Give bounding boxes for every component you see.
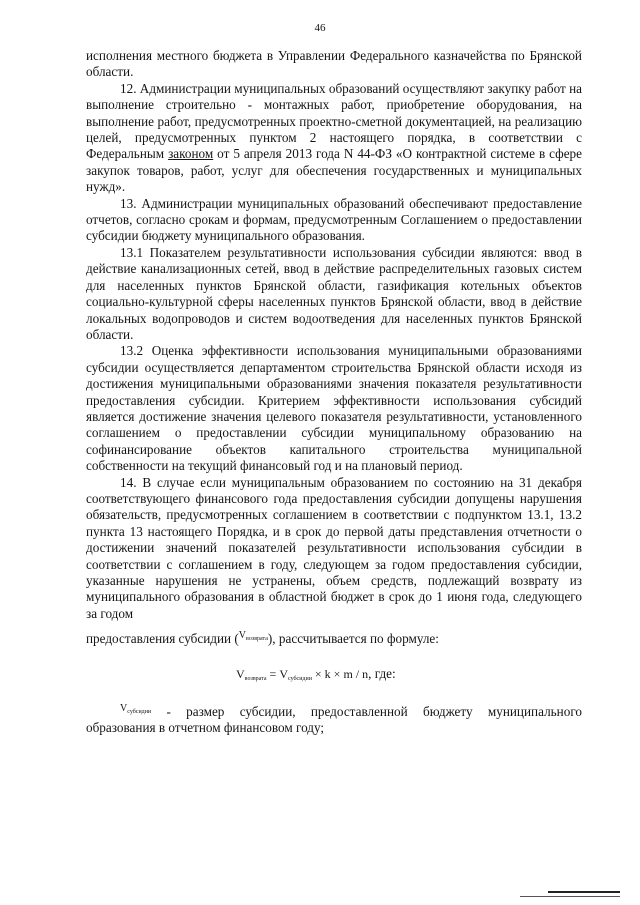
- definition-v-subsidy: [86, 701, 582, 737]
- paragraph-14-ending-after: ), рассчитывается по формуле:: [267, 631, 439, 647]
- law-link[interactable]: законом: [168, 146, 214, 162]
- paragraph-continuation: исполнения местного бюджета в Управлении Федерального казначейства по Брянской области.: [86, 48, 582, 80]
- document-body: [86, 48, 582, 737]
- paragraph-14-ending: [86, 628, 582, 647]
- definition-v-letter: V: [120, 703, 128, 715]
- definition-v-subscript: субсидии: [127, 709, 152, 716]
- formula-v-subsidy: [279, 667, 312, 681]
- definition-text: - размер субсидии, предоставленной бюджету муниципального образования в отчетном финансовом году;: [86, 704, 582, 736]
- paragraph-12: [86, 81, 582, 196]
- return-formula: [86, 666, 582, 687]
- formula-v-subsidy-subscript: субсидии: [288, 675, 312, 682]
- v-return-inline-subscript: возврата: [246, 636, 268, 643]
- paragraph-13-1: 13.1 Показателем результативности использования субсидии являются: ввод в действие канализационных сетей, ввод в действие распределительных газовых систем для населенных пунктов Брянской области, газификация котельных объектов социально-культурной сферы населенных пунктов Брянской области, ввод в действие локальных водопроводов и систем водоотведения для населенных пунктов Брянской области.: [86, 244, 582, 342]
- paragraph-13: 13. Администрации муниципальных образований обеспечивают предоставление отчетов, согласно срокам и формам, предусмотренным Соглашением о предоставлении субсидии бюджету муниципального образования.: [86, 195, 582, 244]
- paragraph-12-text-after: от 5 апреля 2013 года N 44-ФЗ «О контрактной системе в сфере закупок товаров, работ, услуг для обеспечения государственных и муниципальных нужд».: [86, 146, 582, 195]
- page-number: 46: [314, 22, 326, 34]
- formula-expression: × k × m / n: [311, 666, 369, 681]
- footer-rule-thin: [520, 896, 620, 897]
- formula-v-return-subscript: возврата: [244, 675, 267, 682]
- v-return-inline-letter: V: [238, 630, 247, 642]
- paragraph-14-ending-before: предоставления субсидии (: [86, 631, 239, 647]
- formula-v-subsidy-letter: V: [279, 666, 288, 681]
- v-return-inline-symbol: [239, 630, 268, 641]
- formula-v-letter: V: [236, 666, 245, 681]
- paragraph-14: 14. В случае если муниципальным образованием по состоянию на 31 декабря соответствующего финансового года предоставления субсидии допущены нарушения обязательств, предусмотренных соглашением в соответствии с подпунктом 13.1, 13.2 пункта 13 настоящего Порядка, и в срок до первой даты представления отчетности о достижении значений показателей результативности использования субсидии в соответствии с соглашением в году, следующем за годом предоставления субсидии, указанные нарушения не устранены, объем средств, подлежащий возврату из муниципального образования в областной бюджет в срок до 1 июня года, следующего за годом: [86, 474, 582, 621]
- definition-v-symbol: [120, 703, 151, 714]
- formula-equals: =: [266, 666, 280, 681]
- paragraph-13-2: 13.2 Оценка эффективности использования муниципальными образованиями субсидии осуществляется департаментом строительства Брянской области исходя из достижения муниципальными образованиями значения показателя результативности предоставления субсидии. Критерием эффективности использования субсидий является достижение значения целевого показателя результативности, установленного соглашением о предоставлении субсидии муниципальному образованию на софинансирование объектов капитального строительства муниципальной собственности на текущий финансовый год и на плановый период.: [86, 343, 582, 474]
- footer-rule: [548, 891, 620, 893]
- paragraph-12-text-before: 12. Администрации муниципальных образований осуществляют закупку работ на выполнение строительно - монтажных работ, приобретение оборудования, на выполнение работ, предусмотренных проектно-сметной документацией, на реализацию целей, предусмотренных пунктом 2 настоящего порядка, в соответствии с Федеральным: [86, 80, 582, 162]
- formula-v-return: [236, 667, 267, 681]
- formula-tail: , где:: [368, 665, 396, 681]
